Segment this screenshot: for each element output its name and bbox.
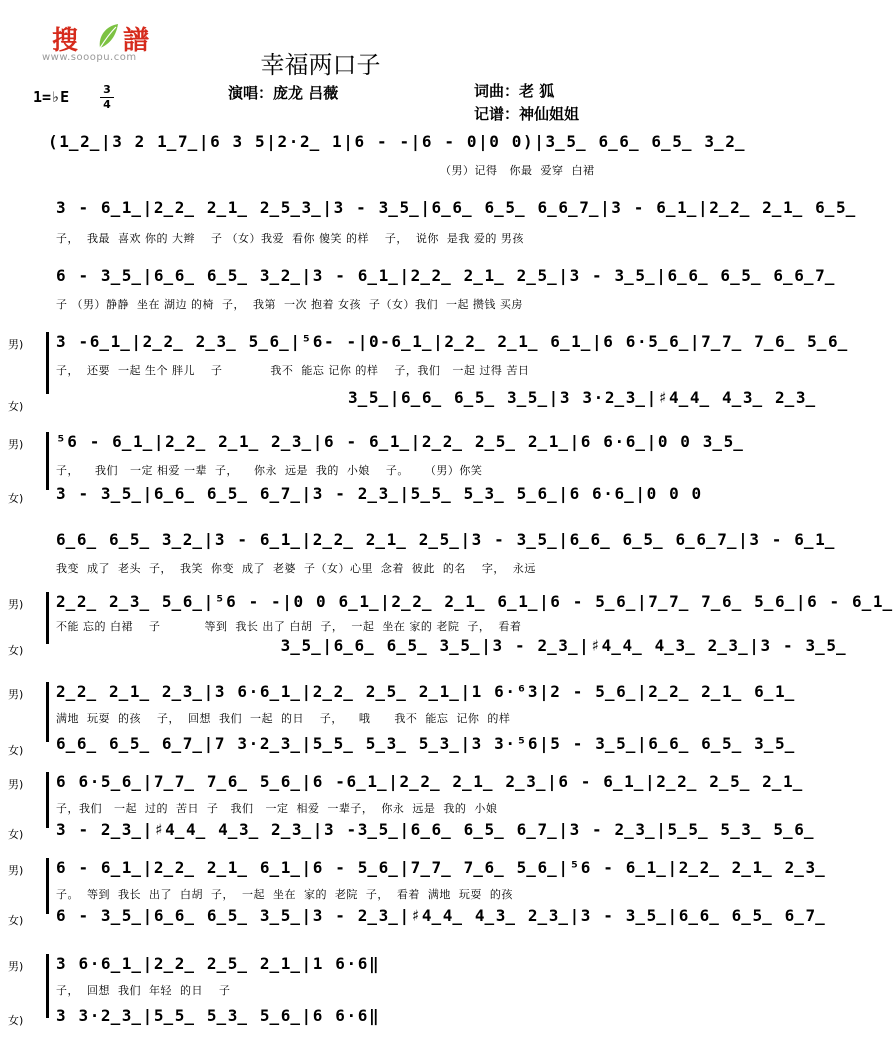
singers: 演唱：庞龙 吕薇	[228, 84, 339, 102]
score-row-8-male: 2̲2̲ 2̲1̲ 2̲3̲|3 6·6̲1̲|2̲2̲ 2̲5̲ 2̲1̲|1 6·⁶3|2 - 5̲6̲|2̲2̲ 2̲1̲ 6̲1̲	[56, 682, 796, 701]
female-label: 女)	[8, 400, 24, 413]
song-title: 幸福两口子	[260, 51, 381, 79]
score-row-2: 3 - 6̲1̲|2̲2̲ 2̲1̲ 2̲5̲3̲|3 - 3̲5̲|6̲6̲ 6̲5̲ 6̲6̲7̲|3 - 6̲1̲|2̲2̲ 2̲1̲ 6̲5̲	[56, 198, 857, 217]
site-url[interactable]: www.sooopu.com	[42, 52, 137, 63]
male-label: 男)	[8, 778, 24, 791]
male-label: 男)	[8, 438, 24, 451]
score-row-5-male: ⁵6 - 6̲1̲|2̲2̲ 2̲1̲ 2̲3̲|6 - 6̲1̲|2̲2̲ 2̲5̲ 2̲1̲|6 6·6̲|0 0 3̲5̲	[56, 432, 745, 451]
male-label: 男)	[8, 598, 24, 611]
lyric-row-6: 我变 成了 老头 子， 我笑 你变 成了 老婆 子（女）心里 念着 彼此 的名 字， 永远	[56, 562, 536, 575]
system-brace	[46, 432, 53, 490]
male-label: 男)	[8, 688, 24, 701]
time-signature	[100, 84, 114, 111]
system-brace	[46, 858, 53, 914]
score-row-11-male: 3 6·6̲1̲|2̲2̲ 2̲5̲ 2̲1̲|1 6·6‖	[56, 954, 381, 973]
system-brace	[46, 772, 53, 828]
time-signature-top: 3	[103, 83, 111, 96]
male-label: 男)	[8, 960, 24, 973]
score-row-11-female: 3 3·2̲3̲|5̲5̲ 5̲3̲ 5̲6̲|6 6·6‖	[56, 1006, 381, 1025]
lyric-row-11-male: 子， 回想 我们 年轻 的日 子	[56, 984, 231, 997]
score-row-9-female: 3 - 2̲3̲|♯4̲4̲ 4̲3̲ 2̲3̲|3 -3̲5̲|6̲6̲ 6̲5̲ 6̲7̲|3 - 2̲3̲|5̲5̲ 5̲3̲ 5̲6̲	[56, 820, 816, 839]
lyric-row-2: 子， 我最 喜欢 你的 大辫 子 （女）我爱 看你 傻笑 的样 子， 说你 是我 爱的 男孩	[56, 232, 524, 245]
lyric-row-9-male: 子，我们 一起 过的 苦日 子 我们 一定 相爱 一辈子， 你永 远是 我的 小娘	[56, 802, 498, 815]
transcriber-credit: 记谱：神仙姐姐	[474, 105, 580, 123]
lyricist-credit: 词曲：老 狐	[474, 82, 555, 100]
lyric-row-10-male: 子。 等到 我长 出了 白胡 子， 一起 坐在 家的 老院 子， 看着 满地 玩耍 的孩	[56, 888, 513, 901]
system-brace	[46, 682, 53, 742]
female-label: 女)	[8, 492, 24, 505]
logo-text-left: 搜	[52, 26, 79, 56]
female-label: 女)	[8, 744, 24, 757]
system-brace	[46, 592, 53, 644]
score-row-9-male: 6 6·5̲6̲|7̲7̲ 7̲6̲ 5̲6̲|6 -6̲1̲|2̲2̲ 2̲1̲ 2̲3̲|6 - 6̲1̲|2̲2̲ 2̲5̲ 2̲1̲	[56, 772, 804, 791]
score-row-5-female: 3 - 3̲5̲|6̲6̲ 6̲5̲ 6̲7̲|3 - 2̲3̲|5̲5̲ 5̲3̲ 5̲6̲|6 6·6̲|0 0 0	[56, 484, 703, 503]
female-label: 女)	[8, 914, 24, 927]
score-row-10-male: 6 - 6̲1̲|2̲2̲ 2̲1̲ 6̲1̲|6 - 5̲6̲|7̲7̲ 7̲6̲ 5̲6̲|⁵6 - 6̲1̲|2̲2̲ 2̲1̲ 2̲3̲	[56, 858, 827, 877]
male-label: 男)	[8, 864, 24, 877]
score-row-3: 6 - 3̲5̲|6̲6̲ 6̲5̲ 3̲2̲|3 - 6̲1̲|2̲2̲ 2̲1̲ 2̲5̲|3 - 3̲5̲|6̲6̲ 6̲5̲ 6̲6̲7̲	[56, 266, 836, 285]
lyric-row-3: 子 （男）静静 坐在 湖边 的椅 子， 我第 一次 抱着 女孩 子（女）我们 一起 攒钱 买房	[56, 298, 523, 311]
score-row-10-female: 6 - 3̲5̲|6̲6̲ 6̲5̲ 3̲5̲|3 - 2̲3̲|♯4̲4̲ 4̲3̲ 2̲3̲|3 - 3̲5̲|6̲6̲ 6̲5̲ 6̲7̲	[56, 906, 827, 925]
female-label: 女)	[8, 644, 24, 657]
lyric-row-8-male: 满地 玩耍 的孩 子， 回想 我们 一起 的日 子， 哦 我不 能忘 记你 的样	[56, 712, 511, 725]
logo-text-right: 譜	[123, 26, 150, 56]
lyric-row-intro: （男）记得 你最 爱穿 白裙	[440, 164, 595, 177]
male-label: 男)	[8, 338, 24, 351]
lyric-row-4-male: 子， 还要 一起 生个 胖儿 子 我不 能忘 记你 的样 子，我们 一起 过得 苦日	[56, 364, 530, 377]
score-row-intro: (1̲2̲|3 2 1̲7̲|6 3 5|2·2̲ 1|6 - -|6 - 0|0 0)|3̲5̲ 6̲6̲ 6̲5̲ 3̲2̲	[48, 132, 747, 151]
female-label: 女)	[8, 828, 24, 841]
score-row-7-female: 3̲5̲|6̲6̲ 6̲5̲ 3̲5̲|3 - 2̲3̲|♯4̲4̲ 4̲3̲ 2̲3̲|3 - 3̲5̲	[56, 636, 848, 655]
score-row-4-female: 3̲5̲|6̲6̲ 6̲5̲ 3̲5̲|3 3·2̲3̲|♯4̲4̲ 4̲3̲ 2̲3̲	[56, 388, 817, 407]
lyric-row-7-male: 不能 忘的 白裙 子 等到 我长 出了 白胡 子， 一起 坐在 家的 老院 子， 看着	[56, 620, 522, 633]
female-label: 女)	[8, 1014, 24, 1027]
system-brace	[46, 954, 53, 1018]
time-signature-bottom: 4	[103, 98, 111, 111]
score-row-6: 6̲6̲ 6̲5̲ 3̲2̲|3 - 6̲1̲|2̲2̲ 2̲1̲ 2̲5̲|3 - 3̲5̲|6̲6̲ 6̲5̲ 6̲6̲7̲|3 - 6̲1̲	[56, 530, 836, 549]
score-row-4-male: 3 -6̲1̲|2̲2̲ 2̲3̲ 5̲6̲|⁵6- -|0-6̲1̲|2̲2̲ 2̲1̲ 6̲1̲|6 6·5̲6̲|7̲7̲ 7̲6̲ 5̲6̲	[56, 332, 849, 351]
system-brace	[46, 332, 53, 394]
score-row-8-female: 6̲6̲ 6̲5̲ 6̲7̲|7 3·2̲3̲|5̲5̲ 5̲3̲ 5̲3̲|3 3·⁵6|5 - 3̲5̲|6̲6̲ 6̲5̲ 3̲5̲	[56, 734, 796, 753]
key-signature: 1=♭E	[33, 88, 70, 106]
lyric-row-5-male: 子， 我们 一定 相爱 一辈 子， 你永 远是 我的 小娘 子。 （男）你笑	[56, 464, 483, 477]
score-row-7-male: 2̲2̲ 2̲3̲ 5̲6̲|⁵6 - -|0 0 6̲1̲|2̲2̲ 2̲1̲ 6̲1̲|6 - 5̲6̲|7̲7̲ 7̲6̲ 5̲6̲|6 - 6̲1̲	[56, 592, 894, 611]
